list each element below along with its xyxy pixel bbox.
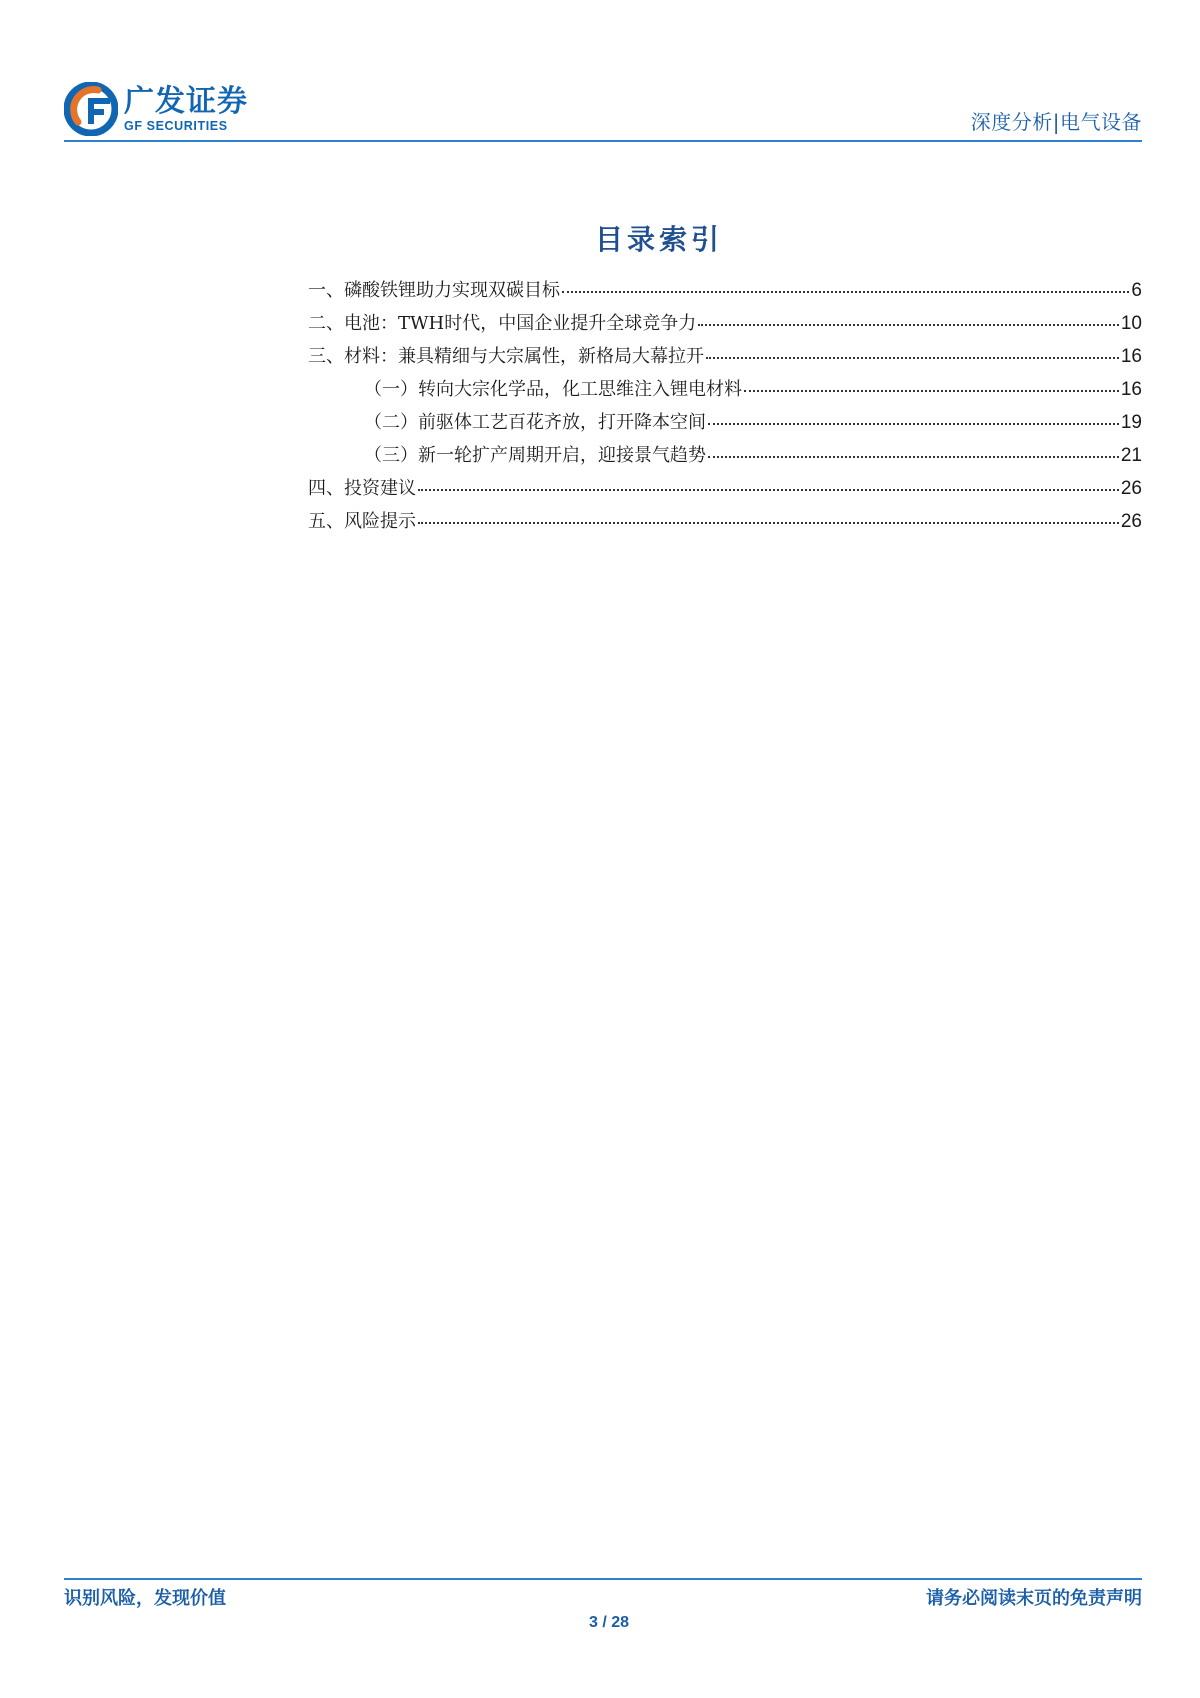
toc-item-page: 16 xyxy=(1120,346,1142,367)
toc-subitem[interactable] xyxy=(308,375,1142,408)
page-header xyxy=(64,78,1142,140)
brand-name-cn: 广发证券 xyxy=(124,84,248,119)
page-number: 3 / 28 xyxy=(588,1614,630,1631)
toc-item-label: 一、磷酸铁锂助力实现双碳目标 xyxy=(308,280,560,301)
toc-item[interactable] xyxy=(308,309,1142,342)
toc-item-label: （三）新一轮扩产周期开启，迎接景气趋势 xyxy=(364,445,706,466)
toc-leader-dots xyxy=(708,423,1119,425)
toc-item-page: 26 xyxy=(1120,478,1142,499)
toc-item-page: 6 xyxy=(1131,280,1142,301)
toc-item-label: （一）转向大宗化学品，化工思维注入锂电材料 xyxy=(364,379,742,400)
toc-item-page: 16 xyxy=(1120,379,1142,400)
report-category: 深度分析|电气设备 xyxy=(970,110,1142,134)
toc-leader-dots xyxy=(418,522,1119,524)
toc-list xyxy=(308,276,1142,540)
toc-item-page: 10 xyxy=(1120,313,1142,334)
toc-item[interactable] xyxy=(308,507,1142,540)
footer-slogan: 识别风险，发现价值 xyxy=(64,1588,226,1609)
toc-item-label: 四、投资建议 xyxy=(308,478,416,499)
toc-title: 目录索引 xyxy=(594,223,723,256)
toc-leader-dots xyxy=(744,390,1119,392)
footer-disclaimer-link: 请务必阅读末页的免责声明 xyxy=(926,1588,1142,1609)
toc-subitem[interactable] xyxy=(308,441,1142,474)
toc-item[interactable] xyxy=(308,276,1142,309)
toc-item[interactable] xyxy=(308,474,1142,507)
toc-item-page: 26 xyxy=(1120,511,1142,532)
footer-divider xyxy=(64,1578,1142,1580)
toc-item-label: （二）前驱体工艺百花齐放，打开降本空间 xyxy=(364,412,706,433)
toc-leader-dots xyxy=(706,357,1119,359)
toc-item-label: 五、风险提示 xyxy=(308,511,416,532)
toc-item-label: 三、材料：兼具精细与大宗属性，新格局大幕拉开 xyxy=(308,346,704,367)
header-divider xyxy=(64,140,1142,142)
toc-subitem[interactable] xyxy=(308,408,1142,441)
toc-leader-dots xyxy=(708,456,1119,458)
brand-name-en: GF SECURITIES xyxy=(124,119,228,133)
toc-leader-dots xyxy=(418,489,1119,491)
toc-item-label: 二、电池：TWH时代，中国企业提升全球竞争力 xyxy=(308,313,697,334)
toc-item-page: 19 xyxy=(1120,412,1142,433)
brand-logo xyxy=(64,78,248,140)
toc-leader-dots xyxy=(562,291,1129,293)
gf-logo-icon xyxy=(64,82,118,136)
toc-item-page: 21 xyxy=(1120,445,1142,466)
toc-leader-dots xyxy=(698,324,1119,326)
toc-item[interactable] xyxy=(308,342,1142,375)
